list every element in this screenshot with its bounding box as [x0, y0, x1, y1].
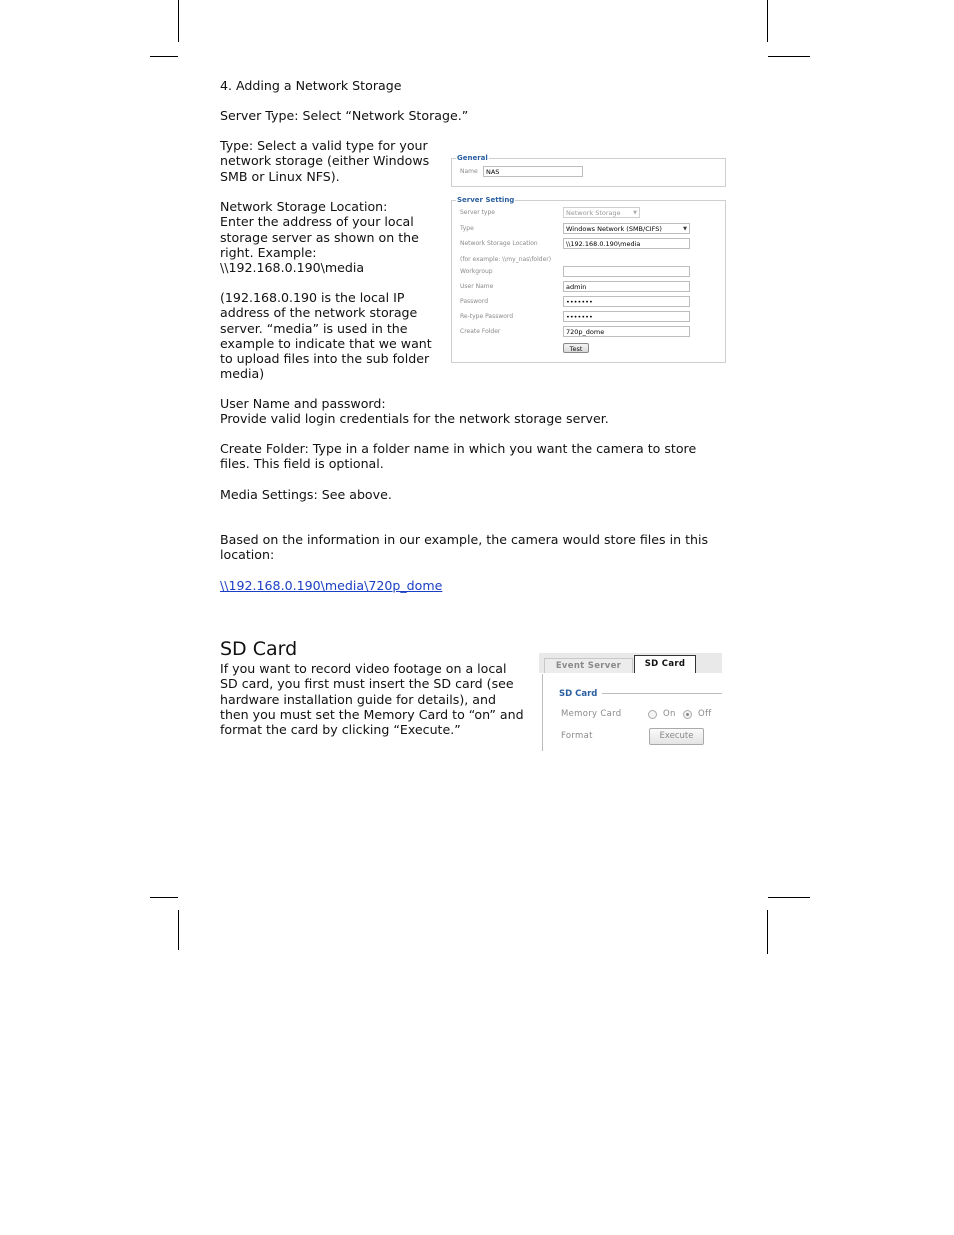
password-label: Password	[460, 298, 489, 305]
crop-mark	[767, 910, 768, 954]
create-folder-paragraph: Create Folder: Type in a folder name in which you want the camera to store files. This field is optional.	[220, 441, 697, 472]
based-paragraph: Based on the information in our example, the camera would store files in this location:	[220, 532, 709, 563]
create-folder-input[interactable]: 720p_dome	[563, 326, 690, 337]
workgroup-label: Workgroup	[460, 268, 493, 275]
server-type-value: Network Storage	[566, 209, 621, 217]
sd-card-heading: SD Card	[220, 638, 298, 660]
name-input[interactable]: NAS	[483, 166, 583, 177]
server-setting-legend: Server Setting	[457, 196, 515, 204]
create-folder-label: Create Folder	[460, 328, 501, 335]
type-paragraph: Type: Select a valid type for your network storage (either Windows SMB or Linux NFS).	[220, 138, 430, 184]
tab-sd-card[interactable]: SD Card	[634, 655, 696, 673]
crop-mark	[767, 0, 768, 42]
memory-card-off-radio[interactable]	[683, 710, 692, 719]
chevron-down-icon: ▼	[633, 210, 637, 216]
username-label: User Name	[460, 283, 494, 290]
crop-mark	[178, 0, 179, 42]
example-note: (for example: \\my_nas\folder)	[460, 256, 552, 263]
tab-bar	[539, 653, 722, 673]
crop-mark	[768, 56, 810, 57]
crop-mark	[178, 910, 179, 950]
type-value: Windows Network (SMB/CIFS)	[566, 225, 662, 233]
test-button[interactable]: Test	[563, 343, 589, 353]
memory-card-label: Memory Card	[561, 709, 622, 719]
server-type-select[interactable]	[563, 207, 640, 218]
path-link[interactable]: \\192.168.0.190\media\720p_dome	[220, 578, 443, 593]
media-settings-paragraph: Media Settings: See above.	[220, 487, 392, 502]
retype-password-label: Re-type Password	[460, 313, 514, 320]
general-legend: General	[457, 154, 488, 162]
sd-card-legend: SD Card	[559, 689, 598, 699]
sd-paragraph: If you want to record video footage on a local SD card, you first must insert the SD card (see hardware installation guide for details), and then you must set the Memory Card to “on” and format the card by clicking “Execute.”	[220, 661, 524, 738]
memory-card-on-radio[interactable]	[648, 710, 657, 719]
execute-button[interactable]: Execute	[649, 728, 704, 745]
workgroup-input[interactable]	[563, 266, 690, 277]
off-label: Off	[698, 709, 712, 719]
server-type-paragraph: Server Type: Select “Network Storage.”	[220, 108, 469, 123]
username-input[interactable]: admin	[563, 281, 690, 292]
path-link-line	[220, 578, 442, 593]
retype-password-input[interactable]: •••••••	[563, 311, 690, 322]
type-select[interactable]	[563, 223, 690, 234]
chevron-down-icon: ▼	[683, 226, 687, 232]
location-input[interactable]: \\192.168.0.190\media	[563, 238, 690, 249]
section-heading: 4. Adding a Network Storage	[220, 78, 402, 93]
on-label: On	[663, 709, 676, 719]
ip-paragraph: (192.168.0.190 is the local IP address of the network storage server. “media” is used in the example to indicate that we want to upload files into the sub folder media)	[220, 290, 432, 382]
server-type-label: Server type	[460, 209, 495, 216]
format-label: Format	[561, 731, 593, 741]
password-input[interactable]: •••••••	[563, 296, 690, 307]
type-label: Type	[460, 225, 474, 232]
name-label: Name	[460, 168, 478, 175]
legend-divider	[602, 693, 722, 694]
location-paragraph: Network Storage Location: Enter the address of your local storage server as shown on the right. Example: \\192.168.0.190\media	[220, 199, 419, 276]
tab-event-server[interactable]: Event Server	[544, 658, 633, 673]
crop-mark	[150, 56, 178, 57]
crop-mark	[768, 897, 810, 898]
username-paragraph: User Name and password: Provide valid login credentials for the network storage server.	[220, 396, 609, 427]
location-label: Network Storage Location	[460, 240, 538, 247]
crop-mark	[150, 897, 178, 898]
